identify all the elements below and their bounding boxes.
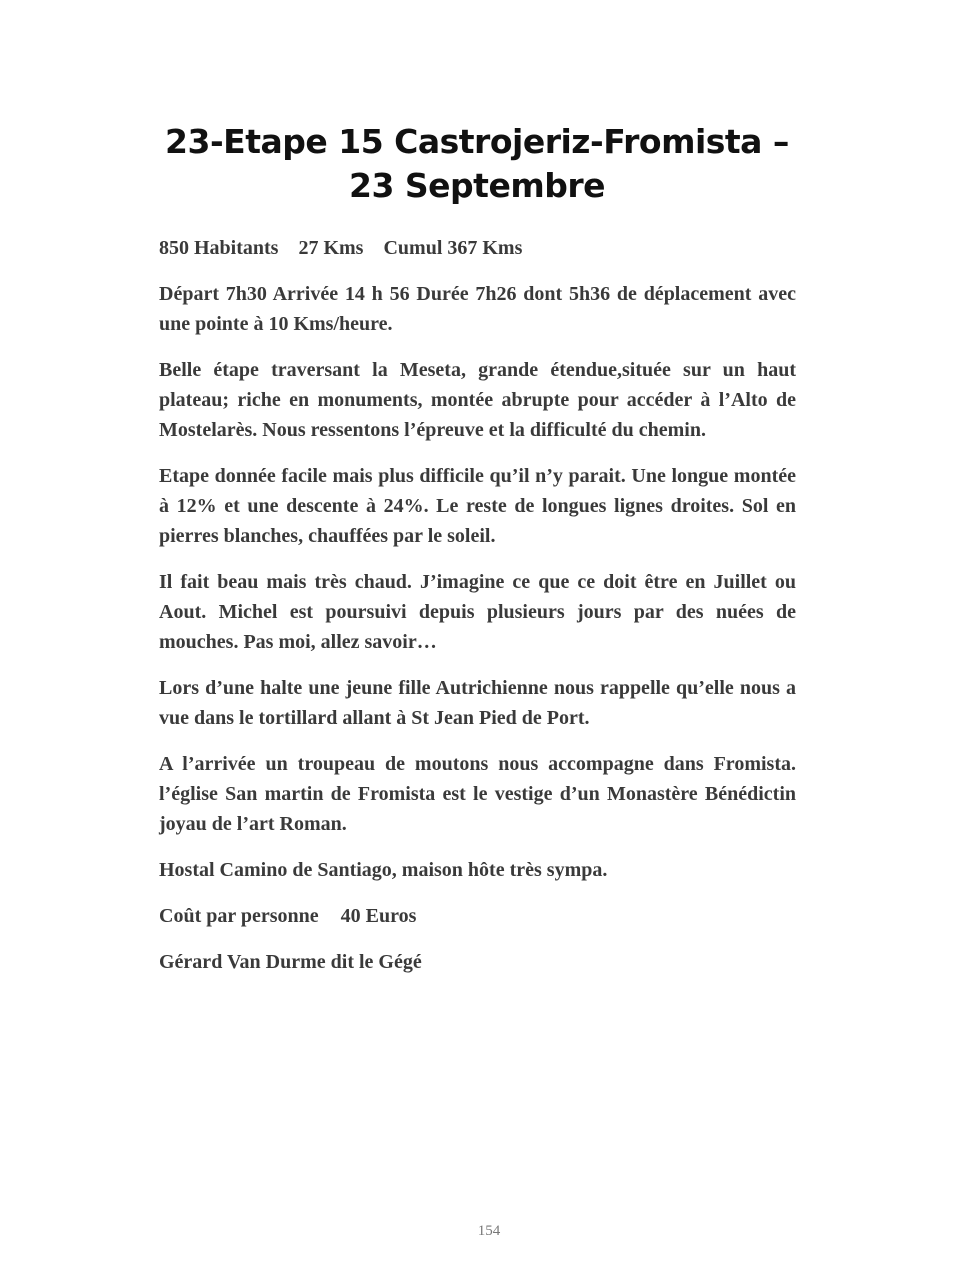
cumulative-distance: Cumul 367 Kms — [383, 237, 523, 259]
stage-distance: 27 Kms — [298, 237, 364, 259]
page-title: 23-Etape 15 Castrojeriz-Fromista – 23 Septembre — [165, 122, 789, 205]
cost-label: Coût par personne — [159, 905, 319, 927]
document-body — [159, 233, 796, 993]
paragraph-halte: Lors d’une halte une jeune fille Autrichienne nous rappelle qu’elle nous a vue dans le tortillard allant à St Jean Pied de Port. — [159, 677, 796, 729]
paragraph-timing: Départ 7h30 Arrivée 14 h 56 Durée 7h26 dont 5h36 de déplacement avec une pointe à 10 Kms/heure. — [159, 283, 796, 335]
paragraph-meseta: Belle étape traversant la Meseta, grande étendue,située sur un haut plateau; riche en monuments, montée abrupte pour accéder à l’Alto de Mostelarès. Nous ressentons l’épreuve et la difficulté du chemin. — [159, 359, 796, 441]
paragraph-arrival: A l’arrivée un troupeau de moutons nous accompagne dans Fromista. l’église San martin de Fromista est le vestige d’un Monastère Bénédictin joyau de l’art Roman. — [159, 753, 796, 835]
paragraph-weather: Il fait beau mais très chaud. J’imagine ce que ce doit être en Juillet ou Aout. Michel est poursuivi depuis plusieurs jours par des nuées de mouches. Pas moi, allez savoir… — [159, 571, 796, 653]
stats-line — [159, 233, 796, 263]
paragraph-difficulty: Etape donnée facile mais plus difficile qu’il n’y parait. Une longue montée à 12% et une descente à 24%. Le reste de longues lignes droites. Sol en pierres blanches, chauffées par le soleil. — [159, 465, 796, 547]
signature: Gérard Van Durme dit le Gégé — [159, 951, 422, 973]
habitants-count: 850 Habitants — [159, 237, 279, 259]
paragraph-hostal: Hostal Camino de Santiago, maison hôte très sympa. — [159, 859, 608, 881]
cost-value: 40 Euros — [340, 905, 417, 927]
cost-line — [159, 901, 796, 931]
page-number: 154 — [477, 1223, 501, 1239]
